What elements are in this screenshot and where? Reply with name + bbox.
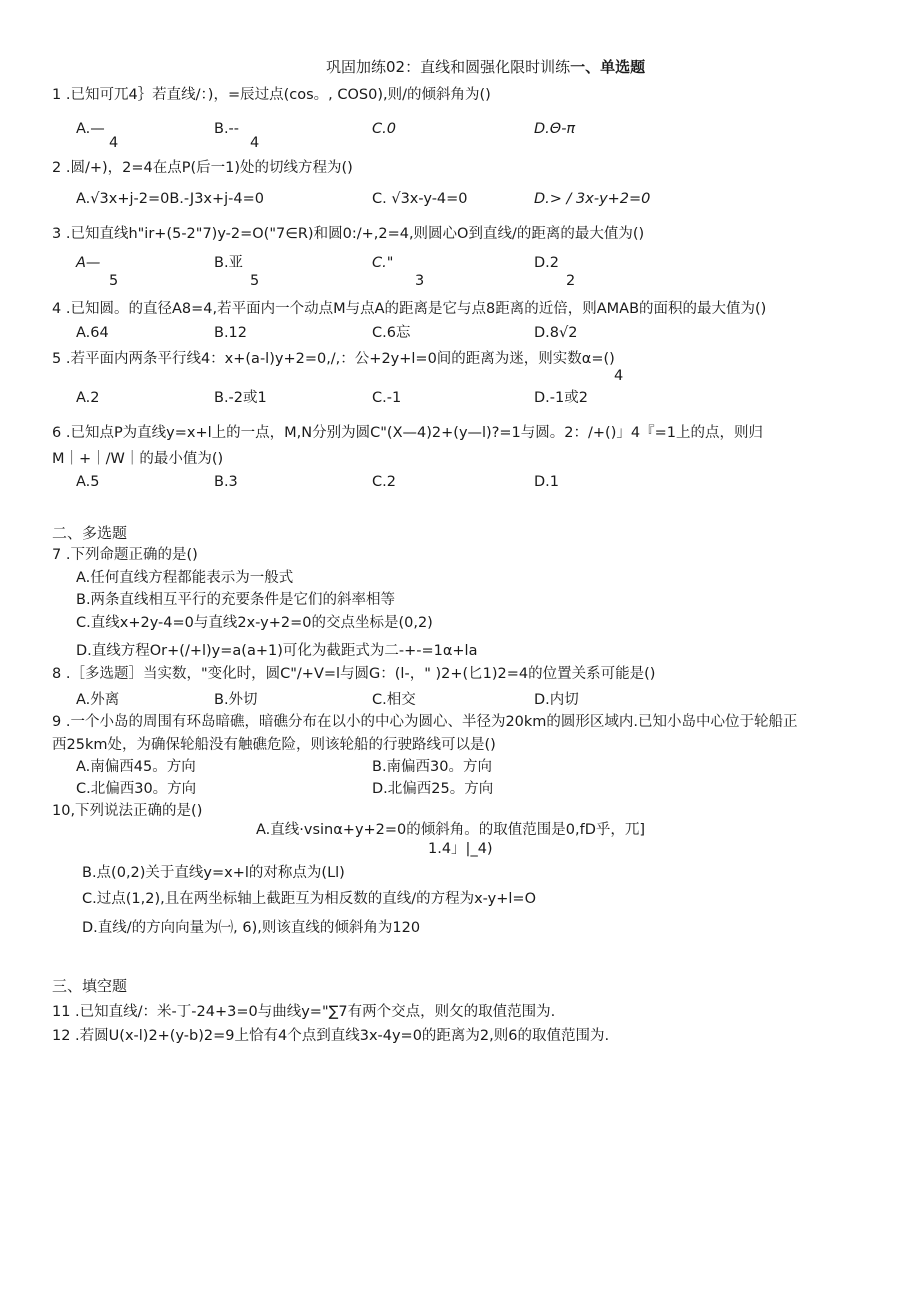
q2-options-ab: A.√3x+j-2=0B.-J3x+j-4=0 <box>76 191 265 207</box>
question-9-stem-line2: 西25km处，为确保轮船没有触礁危险，则该轮船的行驶路线可以是() <box>52 737 496 753</box>
q9-option-a: A.南偏西45。方向 <box>76 759 196 775</box>
title-main: 巩固加练02：直线和圆强化限时训练 <box>326 58 571 76</box>
q6-option-a: A.5 <box>76 474 100 490</box>
section-heading-multi: 二、多选题 <box>52 524 128 542</box>
section-heading-fill: 三、填空题 <box>52 977 128 995</box>
q3-option-b-denominator: 5 <box>250 273 260 289</box>
q3-option-d-denominator: 2 <box>566 273 576 289</box>
q2-option-d: D.> / 3x-y+2=0 <box>534 191 651 207</box>
q7-option-b: B.两条直线相互平行的充要条件是它们的斜率相等 <box>76 592 396 608</box>
q6-option-c: C.2 <box>372 474 396 490</box>
question-7-stem: 7 .下列命题正确的是() <box>52 547 198 563</box>
question-3-stem: 3 .已知直线h"ir+(5-2"7)y-2=O("7∈R)和圆0:/+,2=4,则圆心O到直线/的距离的最大值为() <box>52 226 645 242</box>
question-1-stem: 1 .已知可兀4｝若直线/：)，=辰过点(cos。, COS0),则/的倾斜角为() <box>52 87 491 103</box>
question-2-stem: 2 .圆/+)，2=4在点P(后一1)处的切线方程为() <box>52 160 353 176</box>
question-4-stem: 4 .已知圆。的直径A8=4,若平面内一个动点M与点A的距离是它与点8距离的近倍，则AMAB的面积的最大值为() <box>52 301 767 317</box>
q6-option-b: B.3 <box>214 474 238 490</box>
q8-option-d: D.内切 <box>534 692 579 708</box>
q9-option-d: D.北偏西25。方向 <box>372 781 494 797</box>
section-heading-single: 一、单选题 <box>570 58 646 76</box>
q3-option-a-denominator: 5 <box>109 273 119 289</box>
q5-option-b: B.-2或1 <box>214 390 267 406</box>
q9-option-c: C.北偏西30。方向 <box>76 781 197 797</box>
question-6-stem-line2: M｜+｜/W｜的最小值为() <box>52 451 224 467</box>
q10-option-a: A.直线·vsinα+y+2=0的倾斜角。的取值范围是0,fD乎，兀] <box>256 822 646 838</box>
q6-option-d: D.1 <box>534 474 559 490</box>
question-9-stem-line1: 9 .一个小岛的周围有环岛暗礁，暗礁分布在以小的中心为圆心、半径为20km的圆形区域内.已知小岛中心位于轮船正 <box>52 714 798 730</box>
q9-option-b: B.南偏西30。方向 <box>372 759 493 775</box>
q5-option-c: C.-1 <box>372 390 402 406</box>
q7-option-c: C.直线x+2y-4=0与直线2x-y+2=0的交点坐标是(0,2) <box>76 615 433 631</box>
q1-option-a: A.— <box>76 121 105 137</box>
q5-stem-denominator: 4 <box>614 368 624 384</box>
q10-option-a-interval: 1.4」|_4) <box>428 841 493 857</box>
q3-option-c: C." <box>372 255 394 271</box>
q7-option-a: A.任何直线方程都能表示为一般式 <box>76 570 294 586</box>
q5-option-a: A.2 <box>76 390 100 406</box>
q1-option-c: C.0 <box>372 121 396 137</box>
q10-option-b: B.点(0,2)关于直线y=x+l的对称点为(Ll) <box>82 865 345 881</box>
q7-option-d: D.直线方程Or+(∕+l)y=a(a+1)可化为截距式为二-+-=1α+la <box>76 643 478 659</box>
q3-option-a: A— <box>76 255 101 271</box>
q10-option-d: D.直线/的方向向量为㈠, 6),则该直线的倾斜角为120 <box>82 920 421 936</box>
q3-option-b: B.亚 <box>214 255 244 271</box>
question-10-stem: 10,下列说法正确的是() <box>52 803 203 819</box>
page-title <box>326 56 645 78</box>
q8-option-a: A.外离 <box>76 692 120 708</box>
q4-option-a: A.64 <box>76 325 109 341</box>
q4-option-d: D.8√2 <box>534 325 578 341</box>
q1-option-a-denominator: 4 <box>109 135 119 151</box>
q10-option-c: C.过点(1,2),且在两坐标轴上截距互为相反数的直线/的方程为x-y+l=O <box>82 891 536 907</box>
q4-option-c: C.6忘 <box>372 325 411 341</box>
question-8-stem: 8 .［多选题］当实数，"变化时，圆C"/+V=l与圆G：(l-，" )2+(匕1)2=4的位置关系可能是() <box>52 666 656 682</box>
q1-option-b-denominator: 4 <box>250 135 260 151</box>
question-12-stem: 12 .若圆U(x-l)2+(y-b)2=9上恰有4个点到直线3x-4y=0的距离为2,则6的取值范围为. <box>52 1028 610 1044</box>
question-6-stem-line1: 6 .已知点P为直线y=x+l上的一点，M,N分别为圆C"(X—4)2+(y—l)?=1与圆。2：/+()」4『=1上的点，则归 <box>52 425 763 441</box>
q8-option-c: C.相交 <box>372 692 416 708</box>
q3-option-c-denominator: 3 <box>415 273 425 289</box>
q4-option-b: B.12 <box>214 325 248 341</box>
q1-option-d: D.Θ-π <box>534 121 576 137</box>
question-11-stem: 11 .已知直线/：米-丁-24+3=0与曲线y="∑7有两个交点，则攵的取值范围为. <box>52 1004 556 1020</box>
question-5-stem: 5 .若平面内两条平行线4：x+(a-l)y+2=0,/,：公+2y+l=0间的距离为迷，则实数α=() <box>52 351 615 367</box>
q8-option-b: B.外切 <box>214 692 258 708</box>
q3-option-d: D.2 <box>534 255 559 271</box>
q2-option-c: C. √3x-y-4=0 <box>372 191 468 207</box>
q5-option-d: D.-1或2 <box>534 390 588 406</box>
q1-option-b: B.-- <box>214 121 240 137</box>
